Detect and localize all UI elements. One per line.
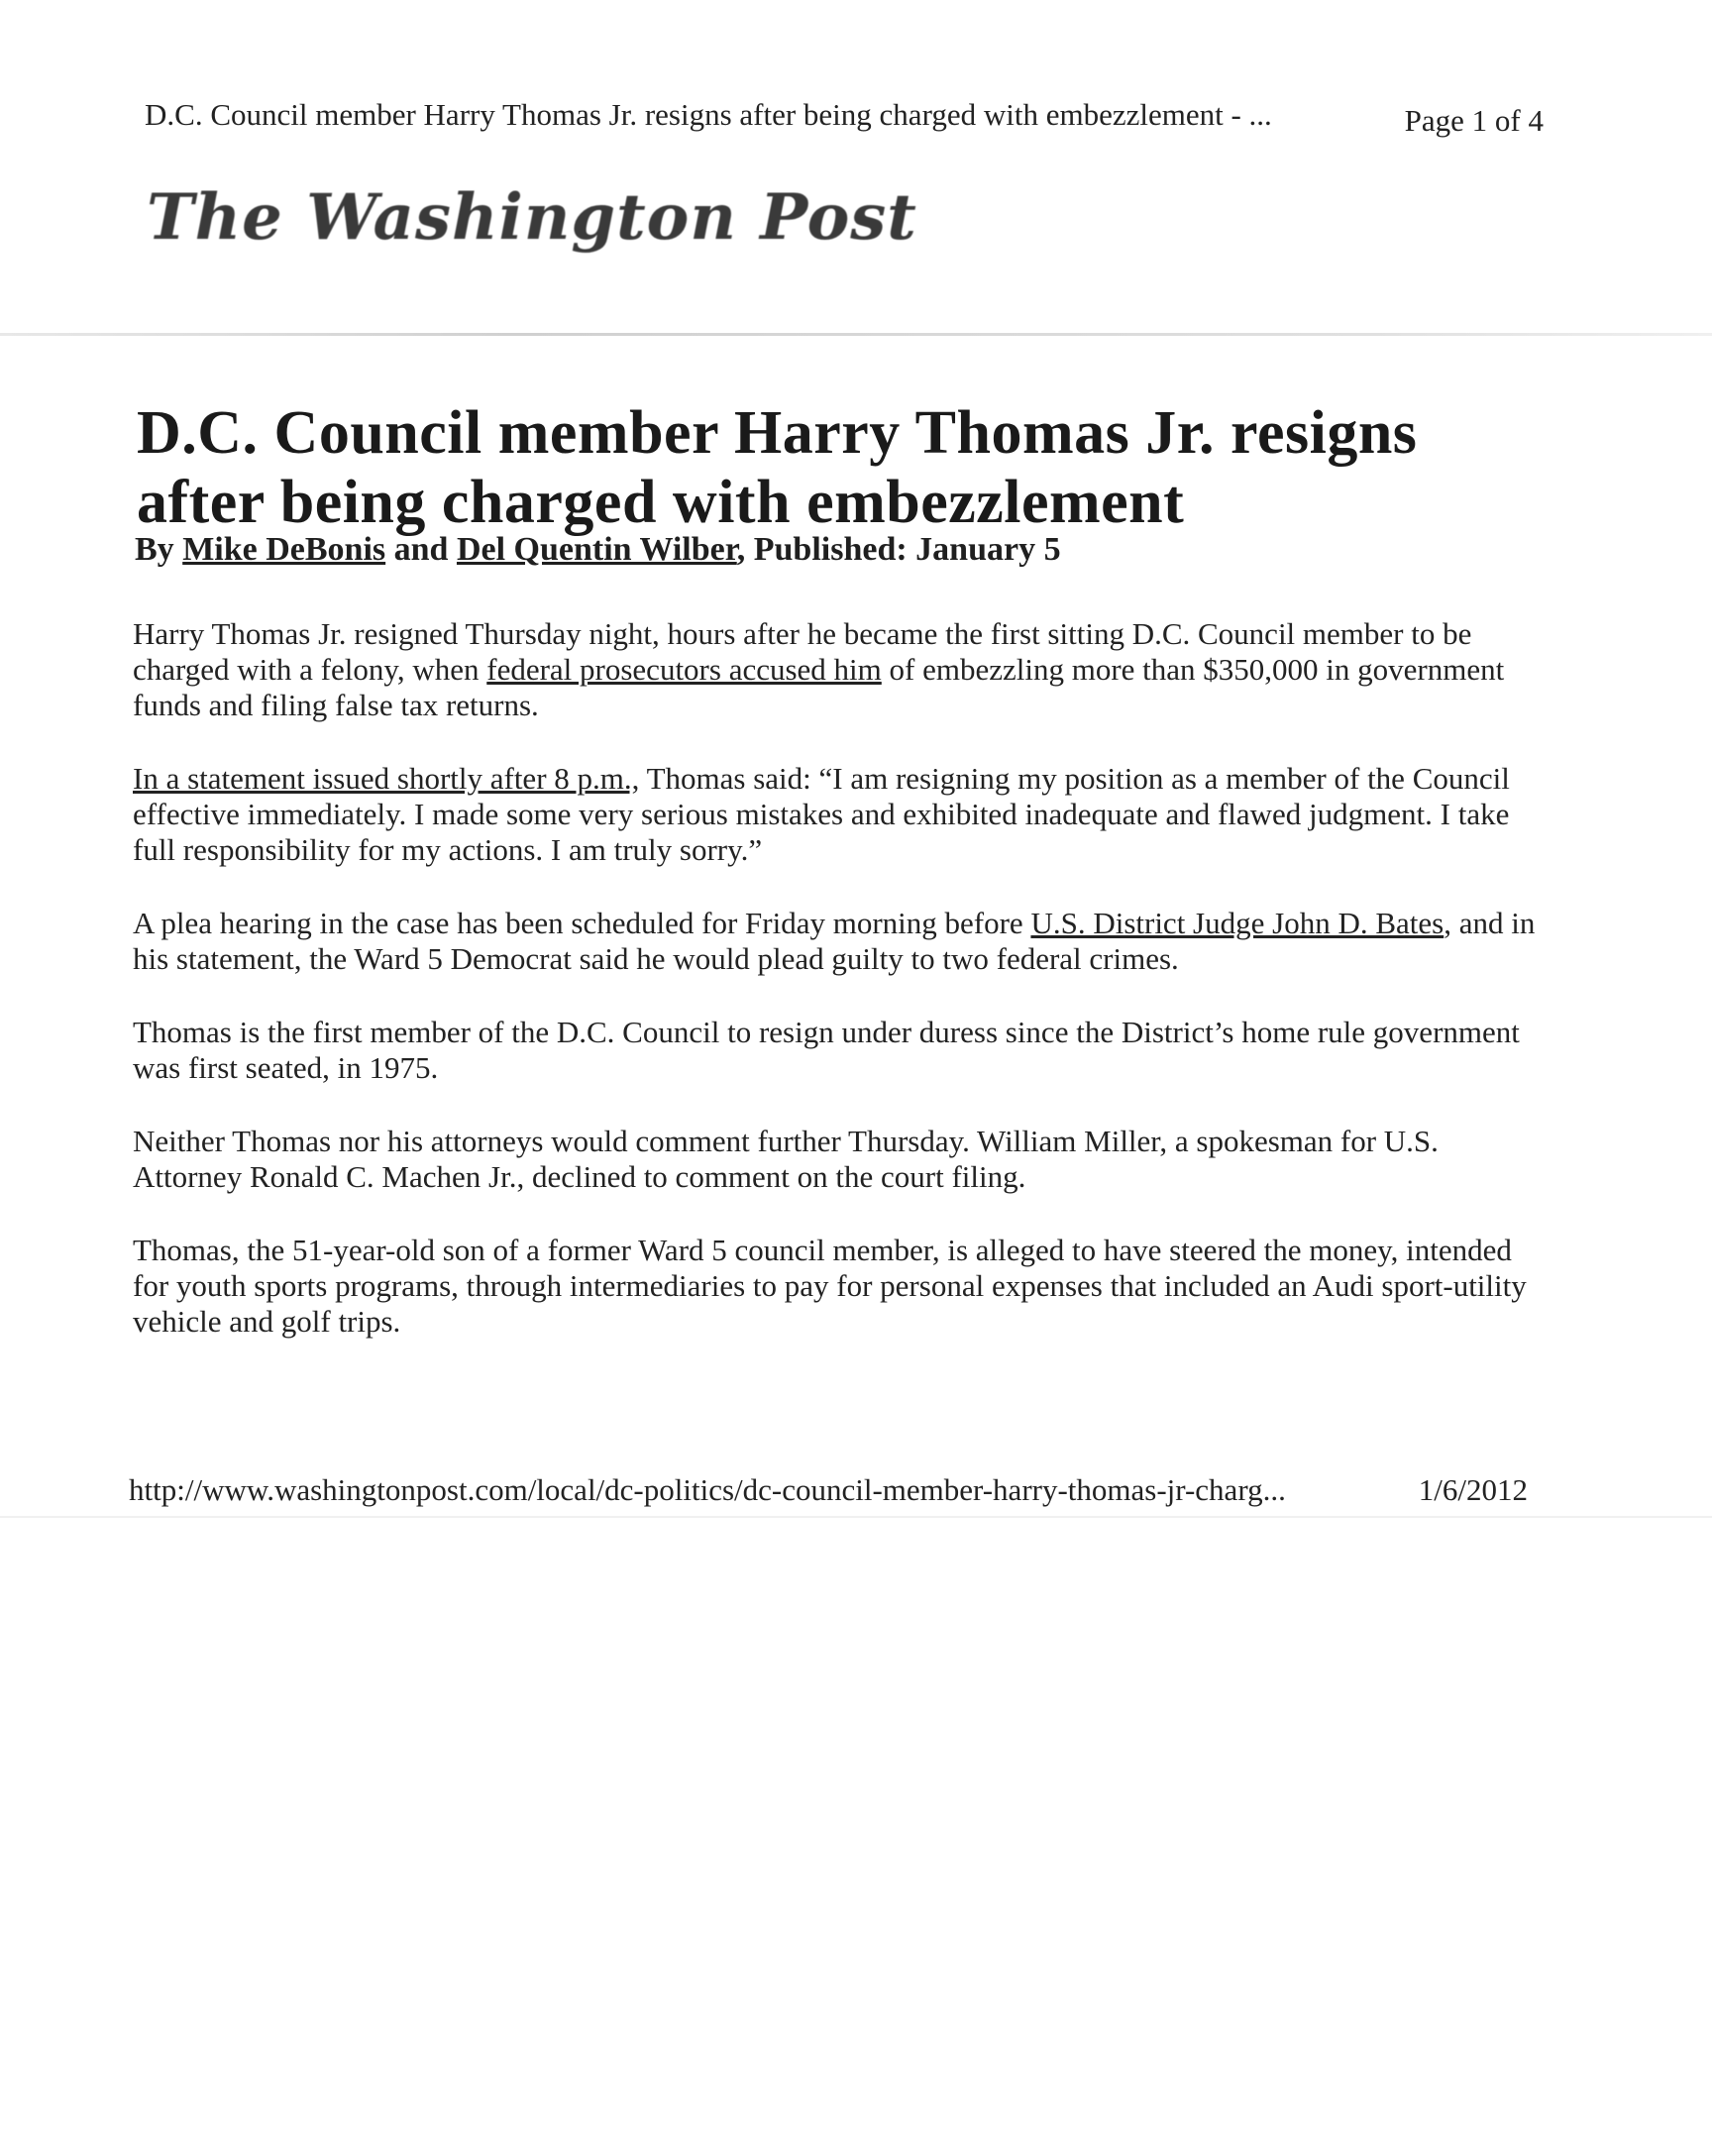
paragraph [133, 1233, 1540, 1340]
paragraph-text: Harry Thomas Jr. resigned Thursday night, hours after he became the first sitting D.C. Council member to be charged with a felony, when [133, 616, 1472, 687]
inline-link[interactable]: In a statement issued shortly after 8 p.m., [133, 761, 640, 796]
scan-divider [0, 1516, 1712, 1518]
paragraph-text: Neither Thomas nor his attorneys would comment further Thursday. William Miller, a spokesman for U.S. Attorney Ronald C. Machen Jr., declined to comment on the court filing. [133, 1124, 1439, 1194]
author-link-2[interactable]: Del Quentin Wilber [456, 531, 737, 568]
paragraph [133, 761, 1540, 868]
published-date: , Published: January 5 [736, 531, 1061, 568]
paragraph-text: Thomas said: “I am resigning my position as a member of the Council effective immediately. I made some very serious mistakes and exhibited inadequate and flawed judgment. I take full responsibility for my actions. I am truly sorry.” [133, 761, 1510, 867]
paragraph-text: , and in his statement, the Ward 5 Democrat said he would plead guilty to two federal crimes. [133, 906, 1536, 976]
print-footer [129, 1470, 1536, 1510]
byline [135, 531, 1061, 569]
byline-prefix: By [135, 531, 174, 568]
page-number: Page 1 of 4 [1404, 103, 1544, 138]
paragraph-text: of embezzling more than $350,000 in government funds and filing false tax returns. [133, 652, 1505, 722]
article-headline: D.C. Council member Harry Thomas Jr. resigns after being charged with embezzlement [137, 398, 1418, 536]
header-divider [0, 333, 1712, 336]
byline-conjunction: and [393, 531, 449, 568]
paragraph-text: A plea hearing in the case has been scheduled for Friday morning before [133, 906, 1031, 940]
print-header-title: D.C. Council member Harry Thomas Jr. resigns after being charged with embezzlement - ... [145, 97, 1272, 132]
paragraph [133, 1015, 1540, 1086]
print-header [145, 95, 1552, 138]
paragraph [133, 1124, 1540, 1195]
masthead-logo: The Washington Post [147, 180, 917, 255]
paragraph [133, 906, 1540, 977]
paragraph-text: Thomas, the 51-year-old son of a former Ward 5 council member, is alleged to have steered the money, intended for youth sports programs, through intermediaries to pay for personal expenses that included an Audi sport-utility vehicle and golf trips. [133, 1233, 1527, 1339]
paragraph [133, 616, 1540, 723]
print-date: 1/6/2012 [1418, 1472, 1528, 1507]
inline-link[interactable]: U.S. District Judge John D. Bates [1030, 906, 1444, 940]
article-body [133, 616, 1540, 1377]
paragraph-text: Thomas is the first member of the D.C. Council to resign under duress since the District’s home rule government was first seated, in 1975. [133, 1015, 1520, 1085]
author-link-1[interactable]: Mike DeBonis [182, 531, 386, 568]
inline-link[interactable]: federal prosecutors accused him [486, 652, 882, 687]
page-url: http://www.washingtonpost.com/local/dc-politics/dc-council-member-harry-thomas-jr-charg... [129, 1472, 1286, 1507]
